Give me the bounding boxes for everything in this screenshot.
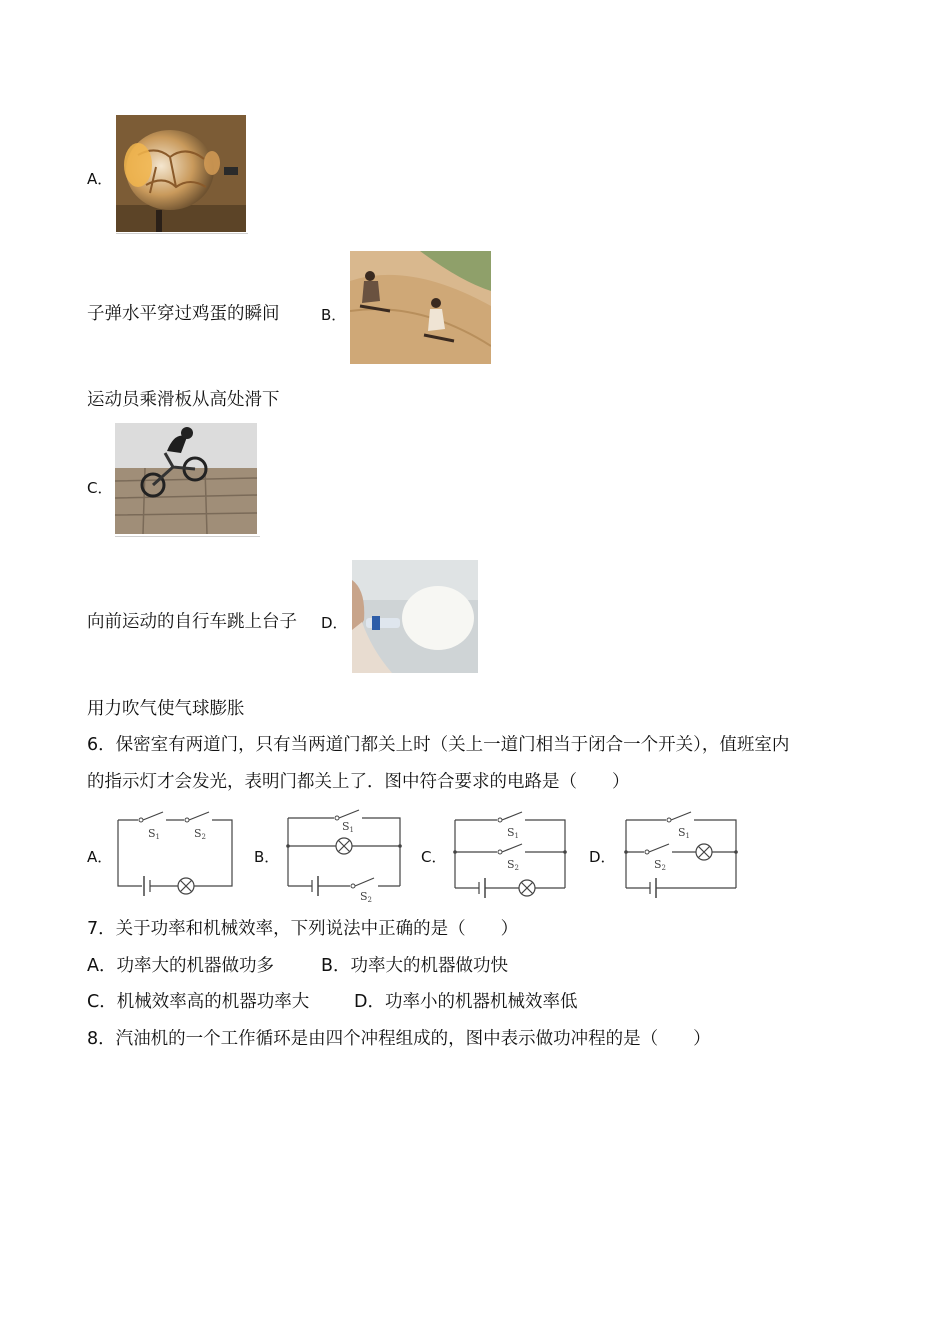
switch-s1-label: S1	[678, 826, 691, 840]
option-b-letter: B．	[321, 306, 347, 324]
bullet-egg-photo	[116, 115, 246, 232]
circuit-c-letter: C．	[421, 848, 447, 866]
circuit-d-letter: D．	[589, 848, 616, 866]
q6-stem-line2: 的指示灯才会发光，表明门都关上了．图中符合要求的电路是（ ）	[87, 772, 630, 792]
q7-option-d: D．功率小的机器机械效率低	[354, 992, 578, 1012]
option-d-letter: D．	[321, 614, 348, 632]
circuit-a-diagram	[114, 808, 236, 900]
option-a-caption: 子弹水平穿过鸡蛋的瞬间	[87, 304, 280, 324]
q7-option-c: C．机械效率高的机器功率大	[87, 992, 310, 1012]
option-d-caption: 用力吹气使气球膨胀	[87, 699, 245, 719]
switch-s2-label: S2	[194, 827, 207, 841]
switch-s2-label: S2	[360, 890, 373, 902]
circuit-a-letter: A．	[87, 848, 113, 866]
circuit-b-diagram	[282, 806, 406, 902]
bicycle-jump-photo	[115, 423, 257, 534]
divider	[115, 536, 260, 537]
divider	[116, 233, 248, 234]
switch-s2-label: S2	[654, 858, 667, 872]
sandboard-photo	[350, 251, 491, 364]
circuit-d-diagram	[620, 806, 742, 900]
option-c-letter: C．	[87, 479, 113, 497]
q6-stem-line1: 6．保密室有两道门，只有当两道门都关上时（关上一道门相当于闭合一个开关），值班室内	[87, 735, 790, 755]
balloon-photo	[352, 560, 478, 673]
switch-s1-label: S1	[507, 826, 520, 840]
q7-option-a: A．功率大的机器做功多	[87, 956, 274, 976]
circuit-b-letter: B．	[254, 848, 280, 866]
switch-s1-label: S1	[342, 820, 355, 834]
q8-stem: 8．汽油机的一个工作循环是由四个冲程组成的，图中表示做功冲程的是（ ）	[87, 1029, 711, 1049]
switch-s1-label: S1	[148, 827, 161, 841]
q7-option-b: B．功率大的机器做功快	[321, 956, 509, 976]
option-b-caption: 运动员乘滑板从高处滑下	[87, 390, 280, 410]
switch-s2-label: S2	[507, 858, 520, 872]
option-c-caption: 向前运动的自行车跳上台子	[87, 612, 297, 632]
q7-stem: 7．关于功率和机械效率，下列说法中正确的是（ ）	[87, 919, 519, 939]
circuit-c-diagram	[449, 806, 571, 900]
option-a-letter: A．	[87, 170, 113, 188]
